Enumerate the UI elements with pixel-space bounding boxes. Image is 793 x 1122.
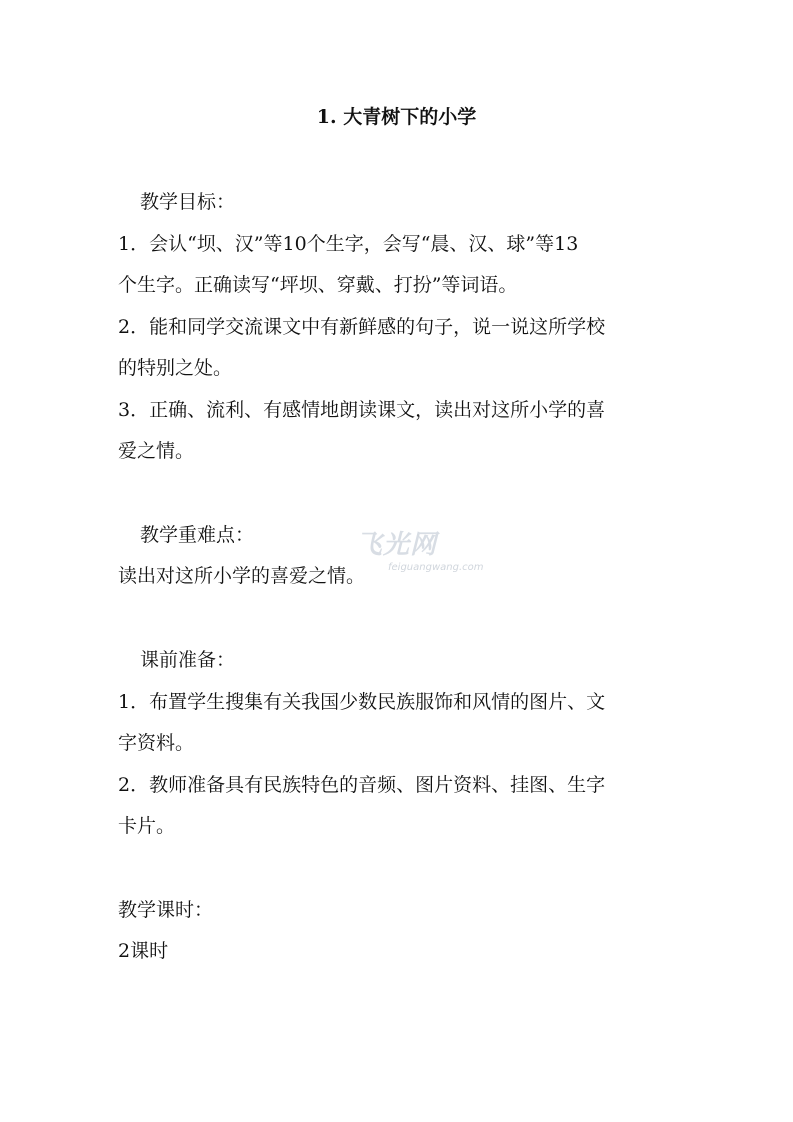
preparation-line: 卡片。 xyxy=(118,815,176,837)
preparation-line: 字资料。 xyxy=(118,732,195,754)
class-hours-text: 2课时 xyxy=(118,940,169,962)
watermark-brand: 飞光网 xyxy=(356,530,438,560)
preparation-heading: 课前准备： xyxy=(140,649,236,671)
document-title: 1. 大青树下的小学 xyxy=(316,106,477,128)
objective-line: 爱之情。 xyxy=(118,440,195,462)
watermark-logo xyxy=(348,524,484,584)
objectives-heading: 教学目标： xyxy=(140,191,236,213)
objective-line: 3．正确、流利、有感情地朗读课文，读出对这所小学的喜 xyxy=(118,399,606,421)
objective-line: 的特别之处。 xyxy=(118,357,233,379)
class-hours-heading: 教学课时： xyxy=(118,899,214,921)
preparation-line: 2．教师准备具有民族特色的音频、图片资料、挂图、生字 xyxy=(118,774,606,796)
watermark-site: feiguangwang.com xyxy=(388,562,484,573)
objective-line: 1．会认“坝、汉”等10个生字，会写“晨、汉、球”等13 xyxy=(118,233,579,255)
key-points-text: 读出对这所小学的喜爱之情。 xyxy=(118,565,366,587)
objective-line: 个生字。正确读写“坪坝、穿戴、打扮”等词语。 xyxy=(118,274,518,296)
preparation-line: 1．布置学生搜集有关我国少数民族服饰和风情的图片、文 xyxy=(118,691,606,713)
key-points-heading: 教学重难点： xyxy=(140,524,255,546)
objective-line: 2．能和同学交流课文中有新鲜感的句子，说一说这所学校 xyxy=(118,316,606,338)
